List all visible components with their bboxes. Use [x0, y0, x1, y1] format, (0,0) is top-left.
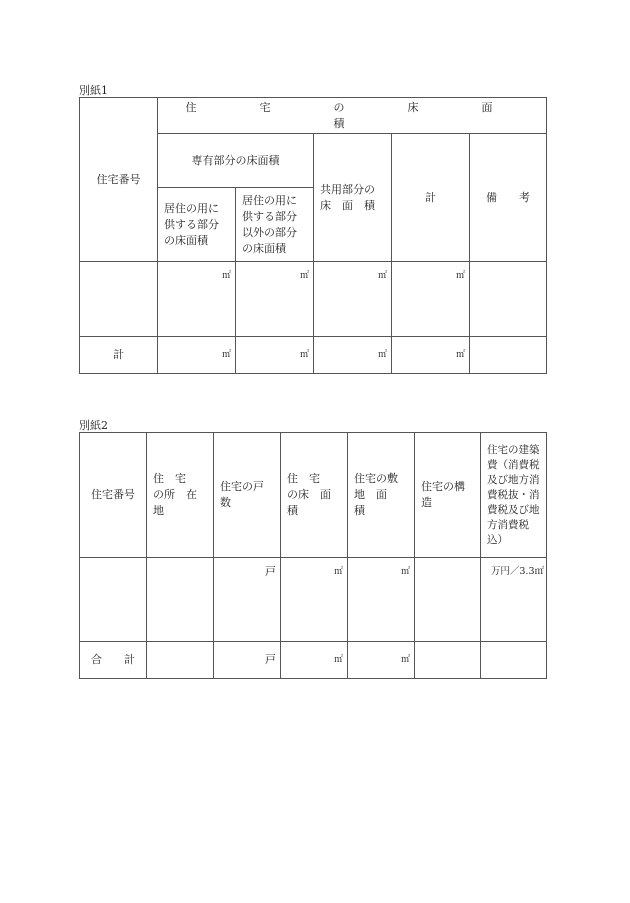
header-floor-area: 住 宅 の 床 面 積: [158, 98, 547, 134]
sheet2-table: [79, 432, 547, 679]
header-site-area: 住宅の敷地 面 積: [348, 433, 415, 558]
header-exclusive-area: 専有部分の床面積: [158, 134, 314, 188]
total-row: [80, 642, 547, 679]
cell-cost-unit: 万円／3.3㎡: [481, 558, 547, 642]
header-location: 住 宅 の所 在 地: [147, 433, 214, 558]
header-house-no: 住宅番号: [80, 433, 147, 558]
total-row: [80, 337, 547, 374]
total-site-area-unit: ㎡: [348, 642, 415, 679]
total-label: 計: [80, 337, 158, 374]
cell-remarks: [470, 262, 547, 337]
sheet1-table: [79, 97, 556, 374]
total-total-unit: ㎡: [392, 337, 470, 374]
header-common-area: 共用部分の床 面 積: [314, 134, 392, 262]
cell-location: [147, 558, 214, 642]
total-floor-area-unit: ㎡: [281, 642, 348, 679]
total-remarks: [470, 337, 547, 374]
cell-units-unit: 戸: [214, 558, 281, 642]
header-floor-area: 住 宅 の床 面 積: [281, 433, 348, 558]
cell-structure: [415, 558, 481, 642]
header-non-residential-area: 居住の用に供する部分以外の部分の床面積: [236, 188, 314, 262]
cell-common-unit: ㎡: [314, 262, 392, 337]
total-label: 合 計: [80, 642, 147, 679]
table-row: [80, 558, 547, 642]
header-structure: 住宅の構造: [415, 433, 481, 558]
total-non-residential-unit: ㎡: [236, 337, 314, 374]
cell-non-residential-unit: ㎡: [236, 262, 314, 337]
cell-residential-unit: ㎡: [158, 262, 236, 337]
header-house-no: 住宅番号: [80, 98, 158, 262]
total-units-unit: 戸: [214, 642, 281, 679]
header-total: 計: [392, 134, 470, 262]
header-construction-cost: 住宅の建築費（消費税及び地方消費税抜・消費税及び地方消費税込）: [481, 433, 547, 558]
cell-total-unit: ㎡: [392, 262, 470, 337]
cell-house-no: [80, 558, 147, 642]
total-common-unit: ㎡: [314, 337, 392, 374]
header-units: 住宅の戸数: [214, 433, 281, 558]
header-residential-area: 居住の用に供する部分の床面積: [158, 188, 236, 262]
sheet2-label: 別紙2: [79, 419, 108, 432]
cell-site-area-unit: ㎡: [348, 558, 415, 642]
total-residential-unit: ㎡: [158, 337, 236, 374]
header-remarks: 備 考: [470, 134, 547, 262]
cell-floor-area-unit: ㎡: [281, 558, 348, 642]
total-location: [147, 642, 214, 679]
sheet1-label: 別紙1: [79, 84, 108, 97]
total-cost: [481, 642, 547, 679]
total-structure: [415, 642, 481, 679]
cell-house-no: [80, 262, 158, 337]
table-row: [80, 262, 547, 337]
